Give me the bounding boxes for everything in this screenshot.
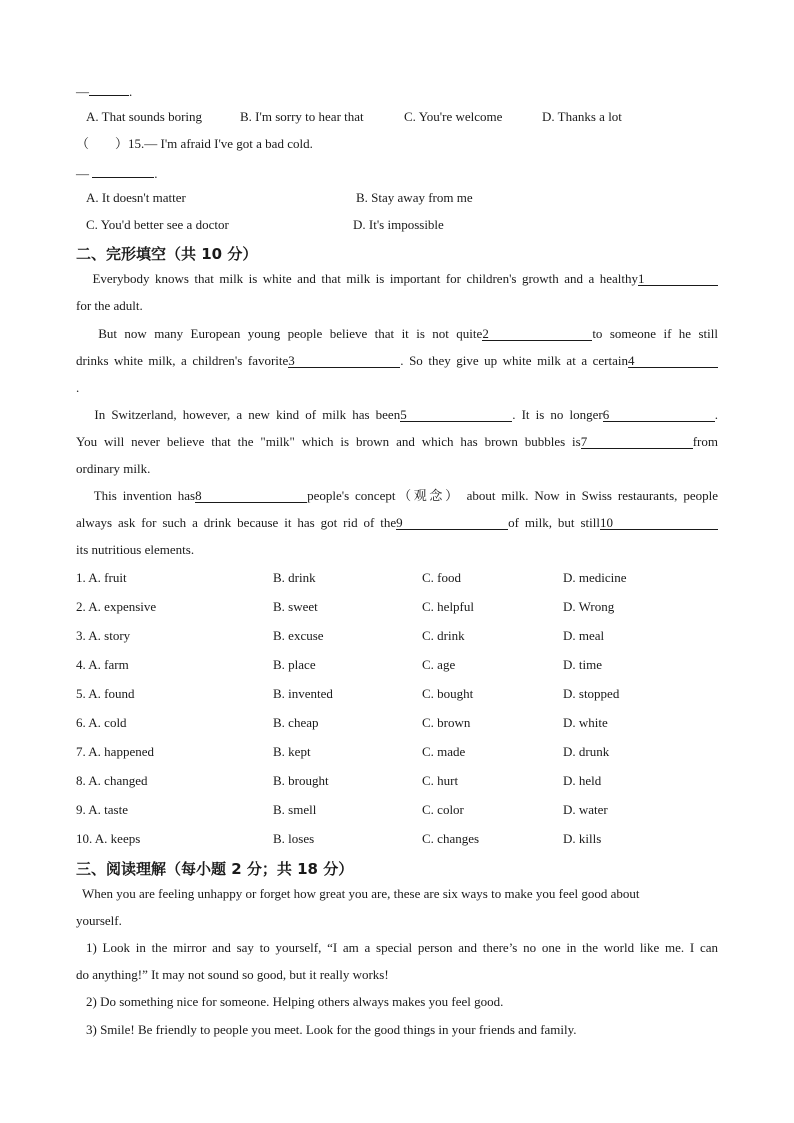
- option-q10-d[interactable]: D. kills: [563, 831, 602, 846]
- option-q4-a[interactable]: 4. A. farm: [76, 657, 129, 672]
- q14-option-c[interactable]: C. You're welcome: [404, 109, 503, 124]
- q15-option-b[interactable]: B. Stay away from me: [356, 190, 473, 205]
- passage-line: for the adult.: [76, 298, 143, 313]
- passage-line: You will never believe that the "milk" which is brown and which has brown bubbles is7 from: [76, 434, 718, 449]
- passage-line: drinks white milk, a children's favorite3 . So they give up white milk at a certain4: [76, 353, 718, 380]
- passage-line: 1) Look in the mirror and say to yourself, “I am a special person and there’s no one in the world like me. I can: [86, 940, 718, 955]
- answer-parenthesis[interactable]: （ ）: [76, 136, 129, 151]
- option-q8-c[interactable]: C. hurt: [422, 773, 459, 788]
- q14-option-d[interactable]: D. Thanks a lot: [542, 109, 622, 124]
- cloze-passage-p3: [76, 407, 718, 461]
- cloze-blank-9[interactable]: 9: [396, 515, 508, 530]
- option-q5-d[interactable]: D. stopped: [563, 686, 620, 701]
- option-q5-b[interactable]: B. invented: [273, 686, 333, 701]
- option-q5-c[interactable]: C. bought: [422, 686, 474, 701]
- option-q1-d[interactable]: D. medicine: [563, 570, 627, 585]
- passage-line: always ask for such a drink because it has got rid of the9 of milk, but still10: [76, 515, 718, 542]
- section3-heading: 三、阅读理解（每小题 2 分；共 18 分）: [76, 860, 354, 878]
- cloze-blank-1[interactable]: 1: [638, 271, 718, 286]
- q15-text: 15.— I'm afraid I've got a bad cold.: [128, 136, 313, 151]
- option-q2-c[interactable]: C. helpful: [422, 599, 474, 614]
- option-q7-b[interactable]: B. kept: [273, 744, 311, 759]
- cloze-passage-p2: [76, 326, 718, 380]
- option-q4-c[interactable]: C. age: [422, 657, 456, 672]
- q14-option-b[interactable]: B. I'm sorry to hear that: [240, 109, 364, 124]
- passage-line: Everybody knows that milk is white and that milk is important for children's growth and a healthy1: [76, 271, 718, 298]
- cloze-blank-8[interactable]: 8: [195, 488, 307, 503]
- cloze-blank-10[interactable]: 10: [600, 515, 718, 530]
- dash: —: [76, 84, 89, 99]
- reading-intro-cont: yourself.: [76, 913, 122, 928]
- option-q3-d[interactable]: D. meal: [563, 628, 605, 643]
- option-q10-c[interactable]: C. changes: [422, 831, 480, 846]
- option-q10-b[interactable]: B. loses: [273, 831, 315, 846]
- option-q4-d[interactable]: D. time: [563, 657, 602, 672]
- option-q2-d[interactable]: D. Wrong: [563, 599, 615, 614]
- option-q9-a[interactable]: 9. A. taste: [76, 802, 128, 817]
- q15-option-a[interactable]: A. It doesn't matter: [86, 190, 186, 205]
- option-q1-b[interactable]: B. drink: [273, 570, 316, 585]
- option-q5-a[interactable]: 5. A. found: [76, 686, 135, 701]
- option-q3-a[interactable]: 3. A. story: [76, 628, 131, 643]
- cloze-passage: [76, 271, 718, 298]
- q14-option-a[interactable]: A. That sounds boring: [86, 109, 203, 124]
- reading-item-1-cont: do anything!” It may not sound so good, but it really works!: [76, 967, 389, 982]
- answer-dash-line: — .: [76, 81, 132, 100]
- option-q6-c[interactable]: C. brown: [422, 715, 471, 730]
- option-q9-b[interactable]: B. smell: [273, 802, 317, 817]
- option-q6-b[interactable]: B. cheap: [273, 715, 319, 730]
- option-q7-c[interactable]: C. made: [422, 744, 466, 759]
- section2-heading: 二、完形填空（共 10 分）: [76, 245, 258, 263]
- answer-blank[interactable]: [92, 163, 154, 178]
- answer-blank[interactable]: [89, 81, 129, 96]
- cloze-blank-4[interactable]: 4: [628, 353, 718, 368]
- passage-line: But now many European young people believe that it is not quite2 to someone if he still: [98, 326, 718, 341]
- option-q9-c[interactable]: C. color: [422, 802, 464, 817]
- option-q7-a[interactable]: 7. A. happened: [76, 744, 154, 759]
- dash: —: [76, 166, 89, 181]
- reading-item-2: 2) Do something nice for someone. Helping others always makes you feel good.: [86, 994, 504, 1009]
- cloze-blank-2[interactable]: 2: [482, 326, 592, 341]
- passage-line: This invention has8 people's concept（观念） about milk. Now in Swiss restaurants, people: [93, 488, 718, 503]
- passage-line: In Switzerland, however, a new kind of milk has been5 . It is no longer6 .: [94, 407, 719, 422]
- cloze-blank-3[interactable]: 3: [288, 353, 400, 368]
- q15-option-c[interactable]: C. You'd better see a doctor: [86, 217, 229, 232]
- reading-item-3: 3) Smile! Be friendly to people you meet. Look for the good things in your friends and family.: [86, 1022, 577, 1037]
- option-q9-d[interactable]: D. water: [563, 802, 608, 817]
- reading-intro: When you are feeling unhappy or forget how great you are, these are six ways to make you feel good about: [82, 886, 640, 901]
- cloze-blank-7[interactable]: 7: [581, 434, 693, 449]
- option-q4-b[interactable]: B. place: [273, 657, 316, 672]
- option-q1-a[interactable]: 1. A. fruit: [76, 570, 127, 585]
- cloze-passage-p4: [76, 488, 718, 542]
- option-q8-b[interactable]: B. brought: [273, 773, 329, 788]
- passage-line: .: [76, 380, 80, 395]
- option-q8-a[interactable]: 8. A. changed: [76, 773, 148, 788]
- option-q7-d[interactable]: D. drunk: [563, 744, 610, 759]
- q15-answer-line: — .: [76, 163, 158, 182]
- option-q8-d[interactable]: D. held: [563, 773, 602, 788]
- cloze-blank-6[interactable]: 6: [603, 407, 715, 422]
- cloze-blank-5[interactable]: 5: [400, 407, 512, 422]
- passage-line: its nutritious elements.: [76, 542, 195, 557]
- passage-line: ordinary milk.: [76, 461, 151, 476]
- q15-stem: [76, 136, 313, 152]
- option-q2-a[interactable]: 2. A. expensive: [76, 599, 157, 614]
- q15-option-d[interactable]: D. It's impossible: [353, 217, 444, 232]
- option-q1-c[interactable]: C. food: [422, 570, 461, 585]
- reading-item-1: [76, 940, 718, 967]
- option-q2-b[interactable]: B. sweet: [273, 599, 318, 614]
- option-q10-a[interactable]: 10. A. keeps: [76, 831, 141, 846]
- option-q6-a[interactable]: 6. A. cold: [76, 715, 127, 730]
- option-q3-c[interactable]: C. drink: [422, 628, 465, 643]
- option-q3-b[interactable]: B. excuse: [273, 628, 324, 643]
- option-q6-d[interactable]: D. white: [563, 715, 608, 730]
